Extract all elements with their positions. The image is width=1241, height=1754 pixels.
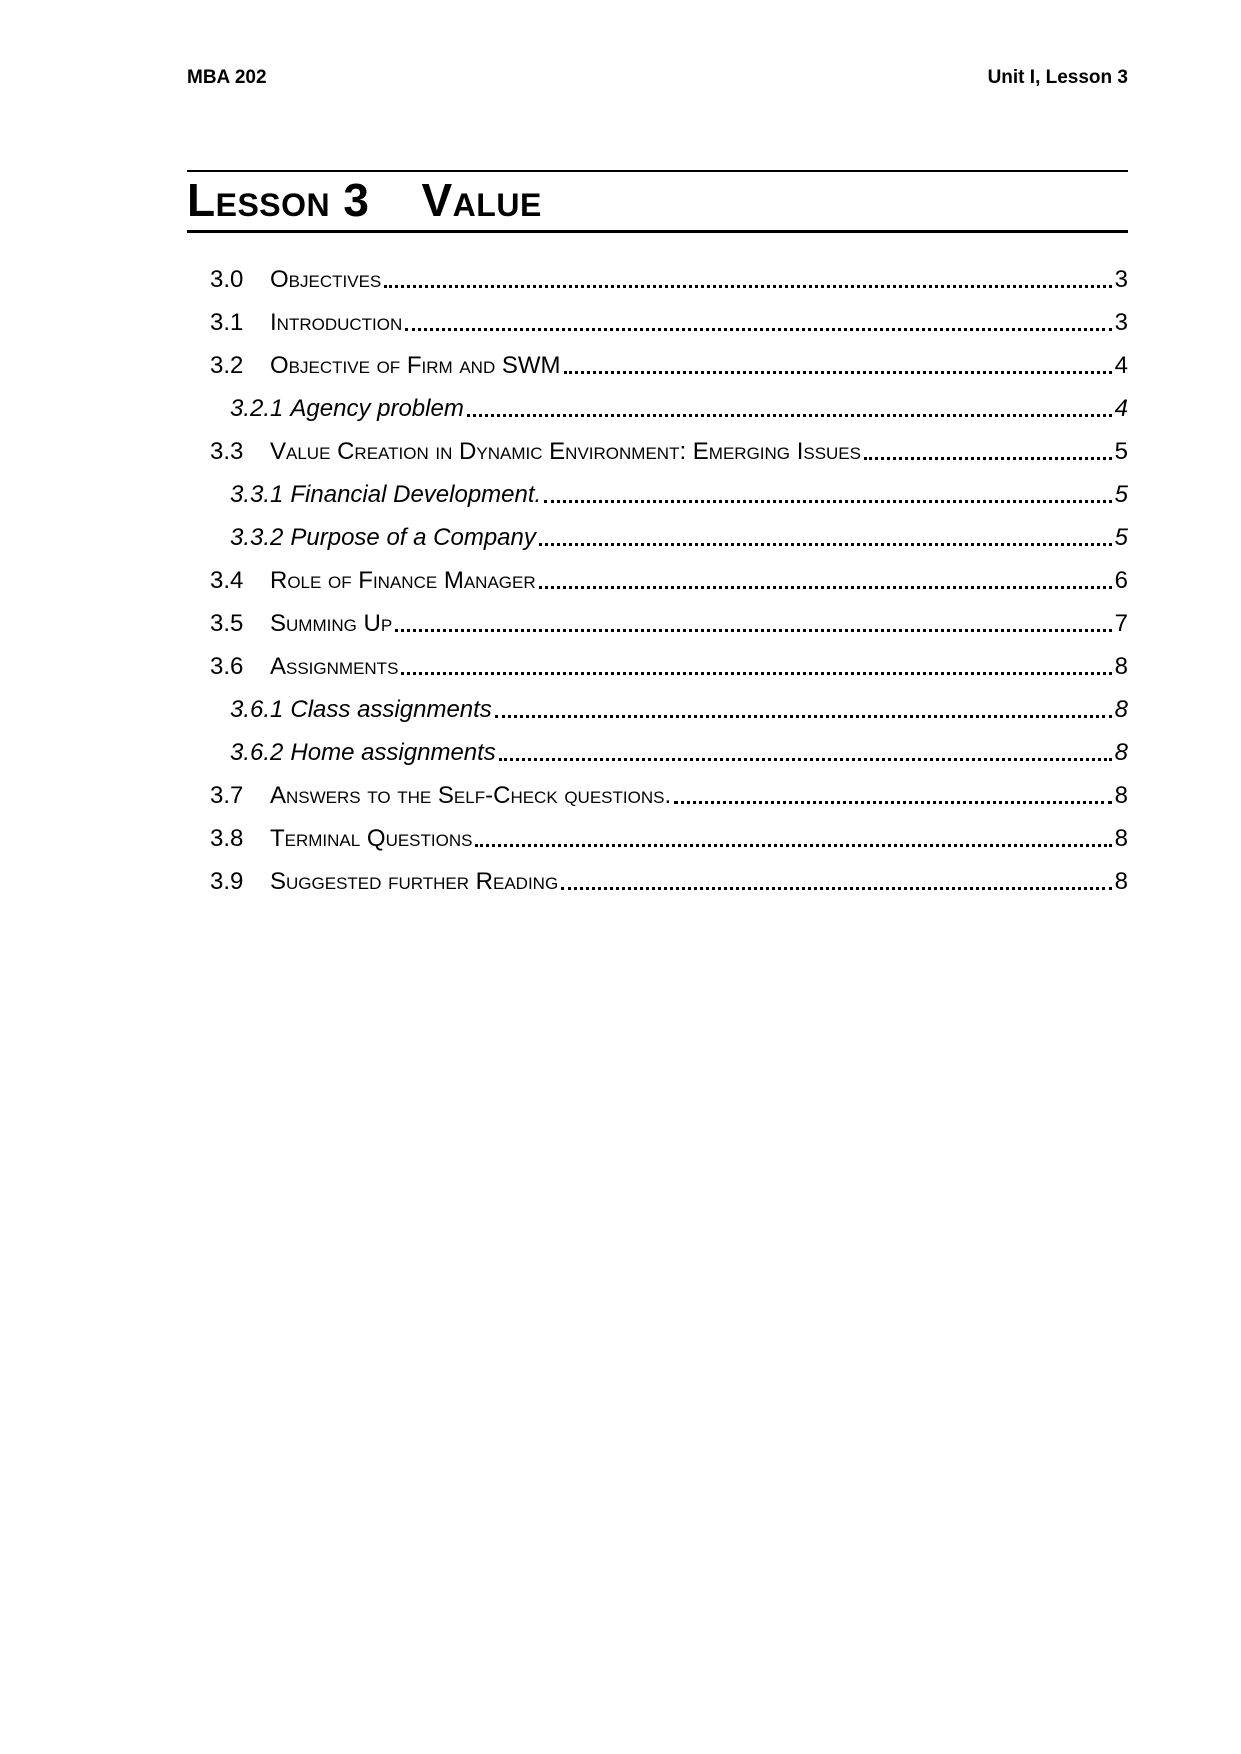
toc-entry-number: 3.3.1 (230, 481, 284, 508)
toc-entry (187, 860, 1128, 903)
toc-page-number: 8 (1114, 696, 1128, 723)
dot-leader (495, 715, 1112, 718)
toc-entry-label: Summing Up (270, 610, 393, 637)
dot-leader (384, 285, 1111, 288)
toc-entry (187, 258, 1128, 301)
dot-leader (564, 371, 1112, 374)
toc-entry-number: 3.3.2 (230, 524, 284, 551)
toc-page-number: 7 (1114, 610, 1128, 637)
dot-leader (475, 844, 1111, 847)
toc-entry-number: 3.5 (210, 610, 244, 637)
toc-entry-number: 3.8 (210, 825, 244, 852)
toc-page-number: 6 (1114, 567, 1128, 594)
toc-entry-label: Home assignments (290, 739, 496, 766)
toc-page-number: 3 (1114, 266, 1128, 293)
toc-entry (187, 602, 1128, 645)
dot-leader (395, 629, 1111, 632)
toc-entry-label: Class assignments (290, 696, 492, 723)
dot-leader (561, 887, 1111, 890)
toc-entry-number: 3.9 (210, 868, 244, 895)
dot-leader (544, 500, 1111, 503)
toc-page-number: 8 (1114, 825, 1128, 852)
toc-entry-label: Financial Development. (290, 481, 542, 508)
dot-leader (405, 328, 1111, 331)
dot-leader (864, 457, 1112, 460)
dot-leader (539, 543, 1112, 546)
toc-entry-label: Purpose of a Company (290, 524, 536, 551)
toc-entry-number: 3.6.2 (230, 739, 284, 766)
toc-entry-number: 3.0 (210, 266, 244, 293)
toc-entry-label: Answers to the Self-Check questions. (270, 782, 672, 809)
lesson-title-text: Value (421, 174, 542, 226)
toc-page-number: 5 (1114, 524, 1128, 551)
lesson-title-number: Lesson 3 (187, 174, 370, 226)
toc-entry (187, 344, 1128, 387)
lesson-title-block (187, 170, 1128, 233)
toc-entry (187, 473, 1128, 516)
toc-entry-label: Agency problem (290, 395, 464, 422)
toc-entry-number: 3.7 (210, 782, 244, 809)
toc-page-number: 8 (1114, 653, 1128, 680)
toc-page-number: 4 (1114, 352, 1128, 379)
toc-entry-label: Objectives (270, 266, 382, 293)
unit-lesson-label: Unit I, Lesson 3 (987, 67, 1128, 88)
toc-entry-number: 3.2 (210, 352, 244, 379)
toc-page-number: 4 (1114, 395, 1128, 422)
toc-entry-number: 3.1 (210, 309, 244, 336)
toc-page-number: 8 (1114, 782, 1128, 809)
toc-entry-number: 3.2.1 (230, 395, 284, 422)
toc-page-number: 5 (1114, 481, 1128, 508)
toc-entry-number: 3.3 (210, 438, 244, 465)
dot-leader (499, 758, 1112, 761)
toc-entry (187, 516, 1128, 559)
toc-entry-label: Suggested further Reading (270, 868, 559, 895)
toc-entry-label: Introduction (270, 309, 403, 336)
toc-entry (187, 688, 1128, 731)
dot-leader (401, 672, 1111, 675)
toc-page-number: 5 (1114, 438, 1128, 465)
toc-entry-label: Terminal Questions (270, 825, 473, 852)
toc-entry (187, 430, 1128, 473)
lesson-title (187, 174, 1128, 226)
toc-entry-label: Role of Finance Manager (270, 567, 536, 594)
running-header (187, 66, 1128, 90)
toc-entry (187, 301, 1128, 344)
dot-leader (539, 586, 1112, 589)
toc-entry-label: Objective of Firm and SWM (270, 352, 561, 379)
page-content (187, 0, 1128, 903)
toc-entry (187, 645, 1128, 688)
toc-entry (187, 817, 1128, 860)
toc-page-number: 3 (1114, 309, 1128, 336)
toc-entry (187, 774, 1128, 817)
table-of-contents (187, 258, 1128, 903)
toc-entry-number: 3.6.1 (230, 696, 284, 723)
toc-entry-number: 3.4 (210, 567, 244, 594)
toc-entry-label: Value Creation in Dynamic Environment: Emerging Issues (270, 438, 861, 465)
toc-entry-number: 3.6 (210, 653, 244, 680)
toc-entry-label: Assignments (270, 653, 399, 680)
toc-page-number: 8 (1114, 739, 1128, 766)
dot-leader (467, 414, 1112, 417)
toc-page-number: 8 (1114, 868, 1128, 895)
course-code: MBA 202 (187, 67, 267, 88)
toc-entry (187, 731, 1128, 774)
toc-entry (187, 559, 1128, 602)
dot-leader (674, 801, 1112, 804)
toc-entry (187, 387, 1128, 430)
